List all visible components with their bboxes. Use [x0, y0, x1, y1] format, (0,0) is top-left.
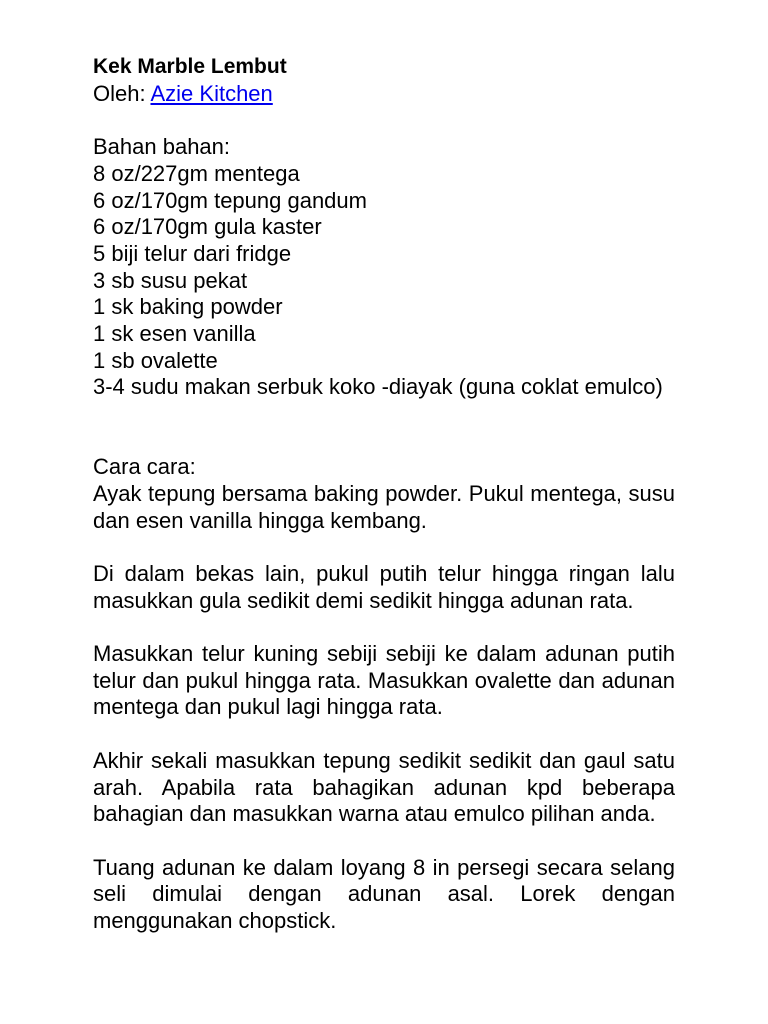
ingredients-heading: Bahan bahan:	[93, 134, 231, 160]
spacer	[93, 107, 675, 134]
recipe-title: Kek Marble Lembut	[93, 55, 287, 78]
spacer	[93, 401, 675, 454]
ingredients-list	[93, 161, 675, 401]
ingredient-item: 8 oz/227gm mentega	[93, 160, 300, 186]
ingredient-item: 1 sk esen vanilla	[93, 321, 256, 347]
method-step: Tuang adunan ke dalam loyang 8 in persegi secara selang seli dimulai dengan adunan asal. Lorek dengan menggunakan chopstick.	[93, 854, 675, 934]
ingredient-item: 6 oz/170gm gula kaster	[93, 214, 322, 240]
ingredient-item: 5 biji telur dari fridge	[93, 240, 292, 266]
ingredient-item: 3 sb susu pekat	[93, 267, 248, 293]
ingredient-item: 3-4 sudu makan serbuk koko -diayak (guna coklat emulco)	[93, 374, 663, 400]
ingredient-item: 1 sk baking powder	[93, 294, 283, 320]
method-step: Akhir sekali masukkan tepung sedikit sedikit dan gaul satu arah. Apabila rata bahagikan adunan kpd beberapa bahagian dan masukkan warna atau emulco pilihan anda.	[93, 747, 675, 827]
document-page	[93, 54, 675, 961]
author-link[interactable]: Azie Kitchen	[150, 80, 273, 106]
method-heading: Cara cara:	[93, 454, 196, 480]
method-step: Di dalam bekas lain, pukul putih telur hingga ringan lalu masukkan gula sedikit demi sedikit hingga adunan rata.	[93, 560, 675, 613]
method-step: Ayak tepung bersama baking powder. Pukul mentega, susu dan esen vanilla hingga kembang.	[93, 480, 675, 533]
ingredient-item: 6 oz/170gm tepung gandum	[93, 187, 367, 213]
author-line	[93, 81, 675, 108]
method-step: Masukkan telur kuning sebiji sebiji ke dalam adunan putih telur dan pukul hingga rata. Masukkan ovalette dan adunan mentega dan pukul lagi hingga rata.	[93, 641, 675, 720]
author-prefix: Oleh:	[93, 80, 151, 106]
ingredient-item: 1 sb ovalette	[93, 347, 218, 373]
